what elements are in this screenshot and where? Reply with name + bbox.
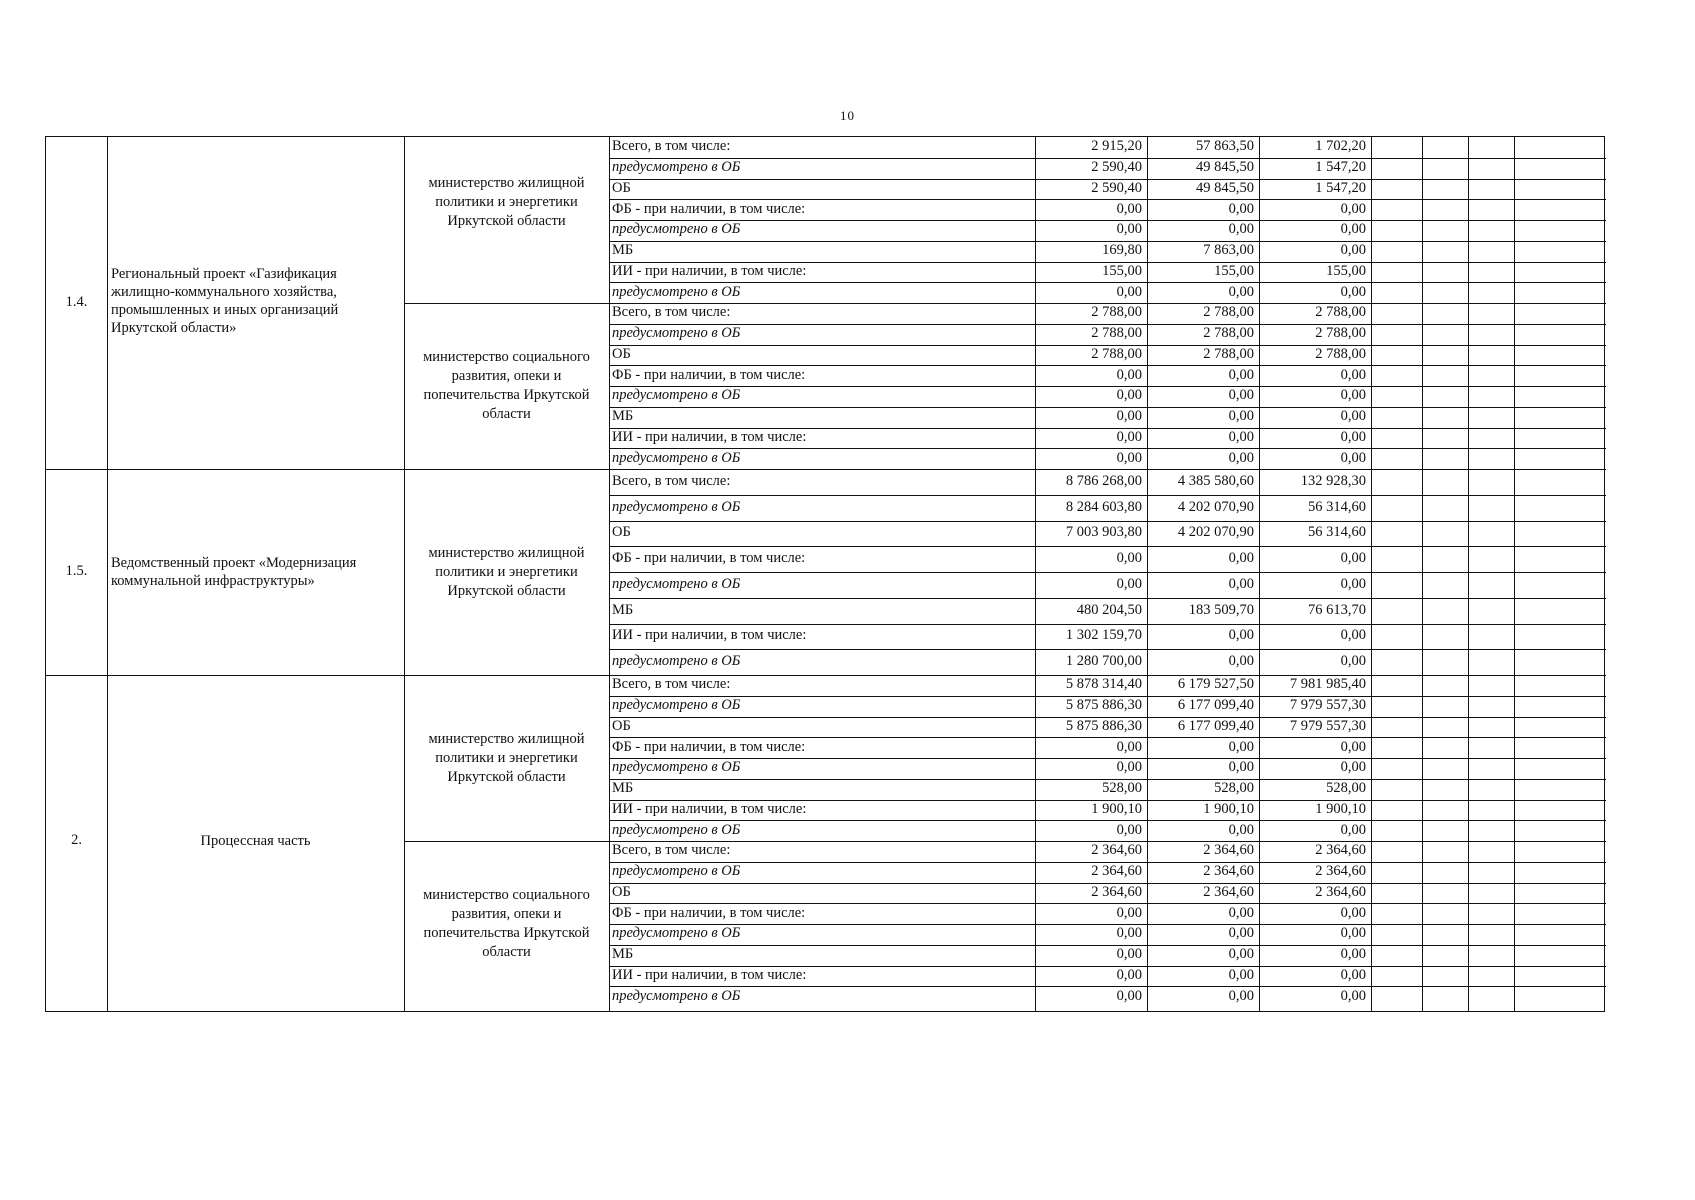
amount-cell: 2 788,00	[1315, 325, 1366, 342]
funding-source-label: Всего, в том числе:	[612, 304, 731, 321]
funding-source-label: ИИ - при наличии, в том числе:	[612, 627, 807, 644]
funding-source-label: ИИ - при наличии, в том числе:	[612, 428, 807, 445]
amount-cell: 0,00	[1116, 387, 1142, 404]
amount-cell: 480 204,50	[1076, 601, 1142, 618]
amount-cell: 8 284 603,80	[1065, 498, 1142, 515]
amount-cell: 0,00	[1228, 925, 1254, 942]
page-number: 10	[840, 108, 855, 123]
funding-source-label: МБ	[612, 946, 634, 963]
funding-source-label: предусмотрено в ОБ	[612, 987, 741, 1004]
amount-cell: 1 900,10	[1203, 800, 1254, 817]
amount-cell: 1 900,10	[1091, 800, 1142, 817]
section-name: Региональный проект «Газификация жилищно-коммунального хозяйства, промышленных и иных организаций Иркутской области»	[111, 266, 339, 336]
column-divider	[1422, 137, 1423, 1011]
amount-cell: 0,00	[1340, 904, 1366, 921]
amount-cell: 0,00	[1116, 821, 1142, 838]
funding-source-label: Всего, в том числе:	[612, 472, 731, 489]
amount-cell: 183 509,70	[1188, 601, 1254, 618]
amount-cell: 49 845,50	[1196, 179, 1254, 196]
funding-source-label: Всего, в том числе:	[612, 842, 731, 859]
amount-cell: 0,00	[1340, 966, 1366, 983]
amount-cell: 0,00	[1340, 575, 1366, 592]
amount-cell: 2 590,40	[1091, 179, 1142, 196]
column-divider	[1371, 137, 1372, 1011]
amount-cell: 0,00	[1116, 449, 1142, 466]
amount-cell: 528,00	[1326, 780, 1366, 797]
amount-cell: 1 547,20	[1315, 159, 1366, 176]
amount-cell: 0,00	[1228, 449, 1254, 466]
amount-cell: 6 179 527,50	[1177, 676, 1254, 693]
amount-cell: 2 364,60	[1203, 842, 1254, 859]
funding-source-label: ФБ - при наличии, в том числе:	[612, 738, 806, 755]
row-divider	[609, 598, 1606, 599]
amount-cell: 4 202 070,90	[1177, 524, 1254, 541]
funding-source-label: МБ	[612, 780, 634, 797]
amount-cell: 2 364,60	[1091, 842, 1142, 859]
funding-source-label: предусмотрено в ОБ	[612, 283, 741, 300]
amount-cell: 0,00	[1228, 200, 1254, 217]
amount-cell: 0,00	[1116, 946, 1142, 963]
amount-cell: 2 788,00	[1203, 325, 1254, 342]
funding-source-label: ФБ - при наличии, в том числе:	[612, 550, 806, 567]
amount-cell: 0,00	[1340, 449, 1366, 466]
funding-source-label: ФБ - при наличии, в том числе:	[612, 366, 806, 383]
group-divider	[404, 303, 1606, 304]
section-number: 2.	[71, 832, 82, 848]
amount-cell: 0,00	[1116, 366, 1142, 383]
funding-source-label: предусмотрено в ОБ	[612, 759, 741, 776]
section-number: 1.5.	[65, 563, 88, 579]
funding-source-label: ФБ - при наличии, в том числе:	[612, 904, 806, 921]
amount-cell: 2 364,60	[1315, 842, 1366, 859]
funding-source-label: ИИ - при наличии, в том числе:	[612, 800, 807, 817]
amount-cell: 7 981 985,40	[1289, 676, 1366, 693]
amount-cell: 0,00	[1228, 904, 1254, 921]
amount-cell: 0,00	[1228, 759, 1254, 776]
funding-source-label: предусмотрено в ОБ	[612, 159, 741, 176]
amount-cell: 2 364,60	[1091, 883, 1142, 900]
amount-cell: 49 845,50	[1196, 159, 1254, 176]
funding-source-label: ОБ	[612, 717, 631, 734]
section-name: Ведомственный проект «Модернизация коммунальной инфраструктуры»	[111, 555, 357, 589]
amount-cell: 2 788,00	[1091, 304, 1142, 321]
amount-cell: 0,00	[1340, 387, 1366, 404]
amount-cell: 76 613,70	[1308, 601, 1366, 618]
amount-cell: 0,00	[1228, 408, 1254, 425]
section-name: Процессная часть	[200, 833, 311, 849]
amount-cell: 0,00	[1116, 575, 1142, 592]
amount-cell: 6 177 099,40	[1177, 717, 1254, 734]
amount-cell: 0,00	[1340, 242, 1366, 259]
amount-cell: 155,00	[1214, 262, 1254, 279]
amount-cell: 0,00	[1340, 283, 1366, 300]
funding-source-label: ОБ	[612, 524, 631, 541]
funding-source-label: предусмотрено в ОБ	[612, 575, 741, 592]
amount-cell: 0,00	[1340, 428, 1366, 445]
amount-cell: 0,00	[1116, 987, 1142, 1004]
funding-source-label: МБ	[612, 408, 634, 425]
funding-source-label: предусмотрено в ОБ	[612, 653, 741, 670]
funding-source-label: МБ	[612, 242, 634, 259]
amount-cell: 0,00	[1228, 821, 1254, 838]
amount-cell: 0,00	[1116, 200, 1142, 217]
funding-source-label: предусмотрено в ОБ	[612, 449, 741, 466]
funding-source-label: МБ	[612, 601, 634, 618]
amount-cell: 0,00	[1228, 575, 1254, 592]
amount-cell: 57 863,50	[1196, 138, 1254, 155]
executor-name: министерство социального развития, опеки и попечительства Иркутской области	[423, 887, 590, 960]
amount-cell: 7 979 557,30	[1289, 717, 1366, 734]
row-divider	[609, 495, 1606, 496]
amount-cell: 2 788,00	[1203, 304, 1254, 321]
amount-cell: 0,00	[1116, 904, 1142, 921]
amount-cell: 1 547,20	[1315, 179, 1366, 196]
amount-cell: 5 875 886,30	[1065, 697, 1142, 714]
funding-source-label: Всего, в том числе:	[612, 138, 731, 155]
amount-cell: 0,00	[1340, 987, 1366, 1004]
amount-cell: 0,00	[1116, 283, 1142, 300]
amount-cell: 0,00	[1116, 408, 1142, 425]
section-number: 1.4.	[65, 294, 88, 310]
amount-cell: 0,00	[1340, 759, 1366, 776]
amount-cell: 5 878 314,40	[1065, 676, 1142, 693]
amount-cell: 2 590,40	[1091, 159, 1142, 176]
amount-cell: 0,00	[1228, 366, 1254, 383]
amount-cell: 1 900,10	[1315, 800, 1366, 817]
amount-cell: 0,00	[1228, 221, 1254, 238]
amount-cell: 0,00	[1116, 221, 1142, 238]
amount-cell: 132 928,30	[1300, 472, 1366, 489]
funding-source-label: ОБ	[612, 345, 631, 362]
funding-source-label: предусмотрено в ОБ	[612, 221, 741, 238]
amount-cell: 2 364,60	[1315, 883, 1366, 900]
group-divider	[404, 841, 1606, 842]
amount-cell: 7 863,00	[1203, 242, 1254, 259]
funding-source-label: предусмотрено в ОБ	[612, 863, 741, 880]
amount-cell: 0,00	[1340, 821, 1366, 838]
amount-cell: 0,00	[1116, 966, 1142, 983]
amount-cell: 2 788,00	[1203, 345, 1254, 362]
executor-name: министерство социального развития, опеки и попечительства Иркутской области	[423, 349, 590, 422]
amount-cell: 0,00	[1228, 387, 1254, 404]
funding-source-label: предусмотрено в ОБ	[612, 498, 741, 515]
amount-cell: 5 875 886,30	[1065, 717, 1142, 734]
amount-cell: 0,00	[1340, 946, 1366, 963]
amount-cell: 0,00	[1340, 925, 1366, 942]
funding-source-label: предусмотрено в ОБ	[612, 697, 741, 714]
amount-cell: 528,00	[1214, 780, 1254, 797]
amount-cell: 0,00	[1116, 925, 1142, 942]
amount-cell: 0,00	[1228, 627, 1254, 644]
funding-source-label: предусмотрено в ОБ	[612, 821, 741, 838]
column-divider	[107, 137, 108, 1011]
amount-cell: 4 202 070,90	[1177, 498, 1254, 515]
amount-cell: 0,00	[1116, 759, 1142, 776]
amount-cell: 0,00	[1340, 738, 1366, 755]
amount-cell: 0,00	[1228, 428, 1254, 445]
amount-cell: 0,00	[1116, 550, 1142, 567]
amount-cell: 1 702,20	[1315, 138, 1366, 155]
amount-cell: 7 979 557,30	[1289, 697, 1366, 714]
funding-source-label: ИИ - при наличии, в том числе:	[612, 966, 807, 983]
amount-cell: 1 302 159,70	[1065, 627, 1142, 644]
amount-cell: 0,00	[1116, 428, 1142, 445]
column-divider	[1514, 137, 1515, 1011]
amount-cell: 0,00	[1340, 221, 1366, 238]
amount-cell: 169,80	[1102, 242, 1142, 259]
row-divider	[609, 624, 1606, 625]
amount-cell: 2 788,00	[1091, 345, 1142, 362]
executor-name: министерство жилищной политики и энергетики Иркутской области	[428, 544, 585, 599]
amount-cell: 155,00	[1102, 262, 1142, 279]
amount-cell: 2 364,60	[1203, 863, 1254, 880]
executor-name: министерство жилищной политики и энергетики Иркутской области	[428, 730, 585, 785]
amount-cell: 155,00	[1326, 262, 1366, 279]
amount-cell: 0,00	[1340, 366, 1366, 383]
amount-cell: 4 385 580,60	[1177, 472, 1254, 489]
column-divider	[1468, 137, 1469, 1011]
amount-cell: 0,00	[1340, 653, 1366, 670]
funding-source-label: ОБ	[612, 883, 631, 900]
amount-cell: 0,00	[1116, 738, 1142, 755]
funding-source-label: предусмотрено в ОБ	[612, 387, 741, 404]
amount-cell: 0,00	[1228, 653, 1254, 670]
amount-cell: 0,00	[1340, 408, 1366, 425]
funding-table	[45, 136, 1605, 1012]
amount-cell: 56 314,60	[1308, 498, 1366, 515]
amount-cell: 6 177 099,40	[1177, 697, 1254, 714]
funding-source-label: ФБ - при наличии, в том числе:	[612, 200, 806, 217]
amount-cell: 528,00	[1102, 780, 1142, 797]
amount-cell: 2 788,00	[1315, 345, 1366, 362]
row-divider	[609, 649, 1606, 650]
executor-name: министерство жилищной политики и энергетики Иркутской области	[428, 174, 585, 229]
amount-cell: 8 786 268,00	[1065, 472, 1142, 489]
funding-source-label: предусмотрено в ОБ	[612, 325, 741, 342]
amount-cell: 56 314,60	[1308, 524, 1366, 541]
amount-cell: 0,00	[1228, 283, 1254, 300]
amount-cell: 2 364,60	[1203, 883, 1254, 900]
amount-cell: 0,00	[1340, 550, 1366, 567]
amount-cell: 0,00	[1228, 966, 1254, 983]
row-divider	[609, 572, 1606, 573]
amount-cell: 0,00	[1228, 550, 1254, 567]
amount-cell: 2 364,60	[1315, 863, 1366, 880]
funding-source-label: Всего, в том числе:	[612, 676, 731, 693]
amount-cell: 0,00	[1228, 738, 1254, 755]
amount-cell: 0,00	[1340, 627, 1366, 644]
funding-source-label: предусмотрено в ОБ	[612, 925, 741, 942]
amount-cell: 2 915,20	[1091, 138, 1142, 155]
row-divider	[609, 521, 1606, 522]
amount-cell: 0,00	[1228, 946, 1254, 963]
funding-source-label: ИИ - при наличии, в том числе:	[612, 262, 807, 279]
row-divider	[609, 546, 1606, 547]
amount-cell: 0,00	[1228, 987, 1254, 1004]
column-divider	[609, 137, 610, 1011]
amount-cell: 1 280 700,00	[1065, 653, 1142, 670]
column-divider	[404, 137, 405, 1011]
amount-cell: 2 364,60	[1091, 863, 1142, 880]
amount-cell: 7 003 903,80	[1065, 524, 1142, 541]
section-divider	[46, 469, 1606, 470]
section-divider	[46, 675, 1606, 676]
amount-cell: 2 788,00	[1091, 325, 1142, 342]
amount-cell: 2 788,00	[1315, 304, 1366, 321]
amount-cell: 0,00	[1340, 200, 1366, 217]
funding-source-label: ОБ	[612, 179, 631, 196]
